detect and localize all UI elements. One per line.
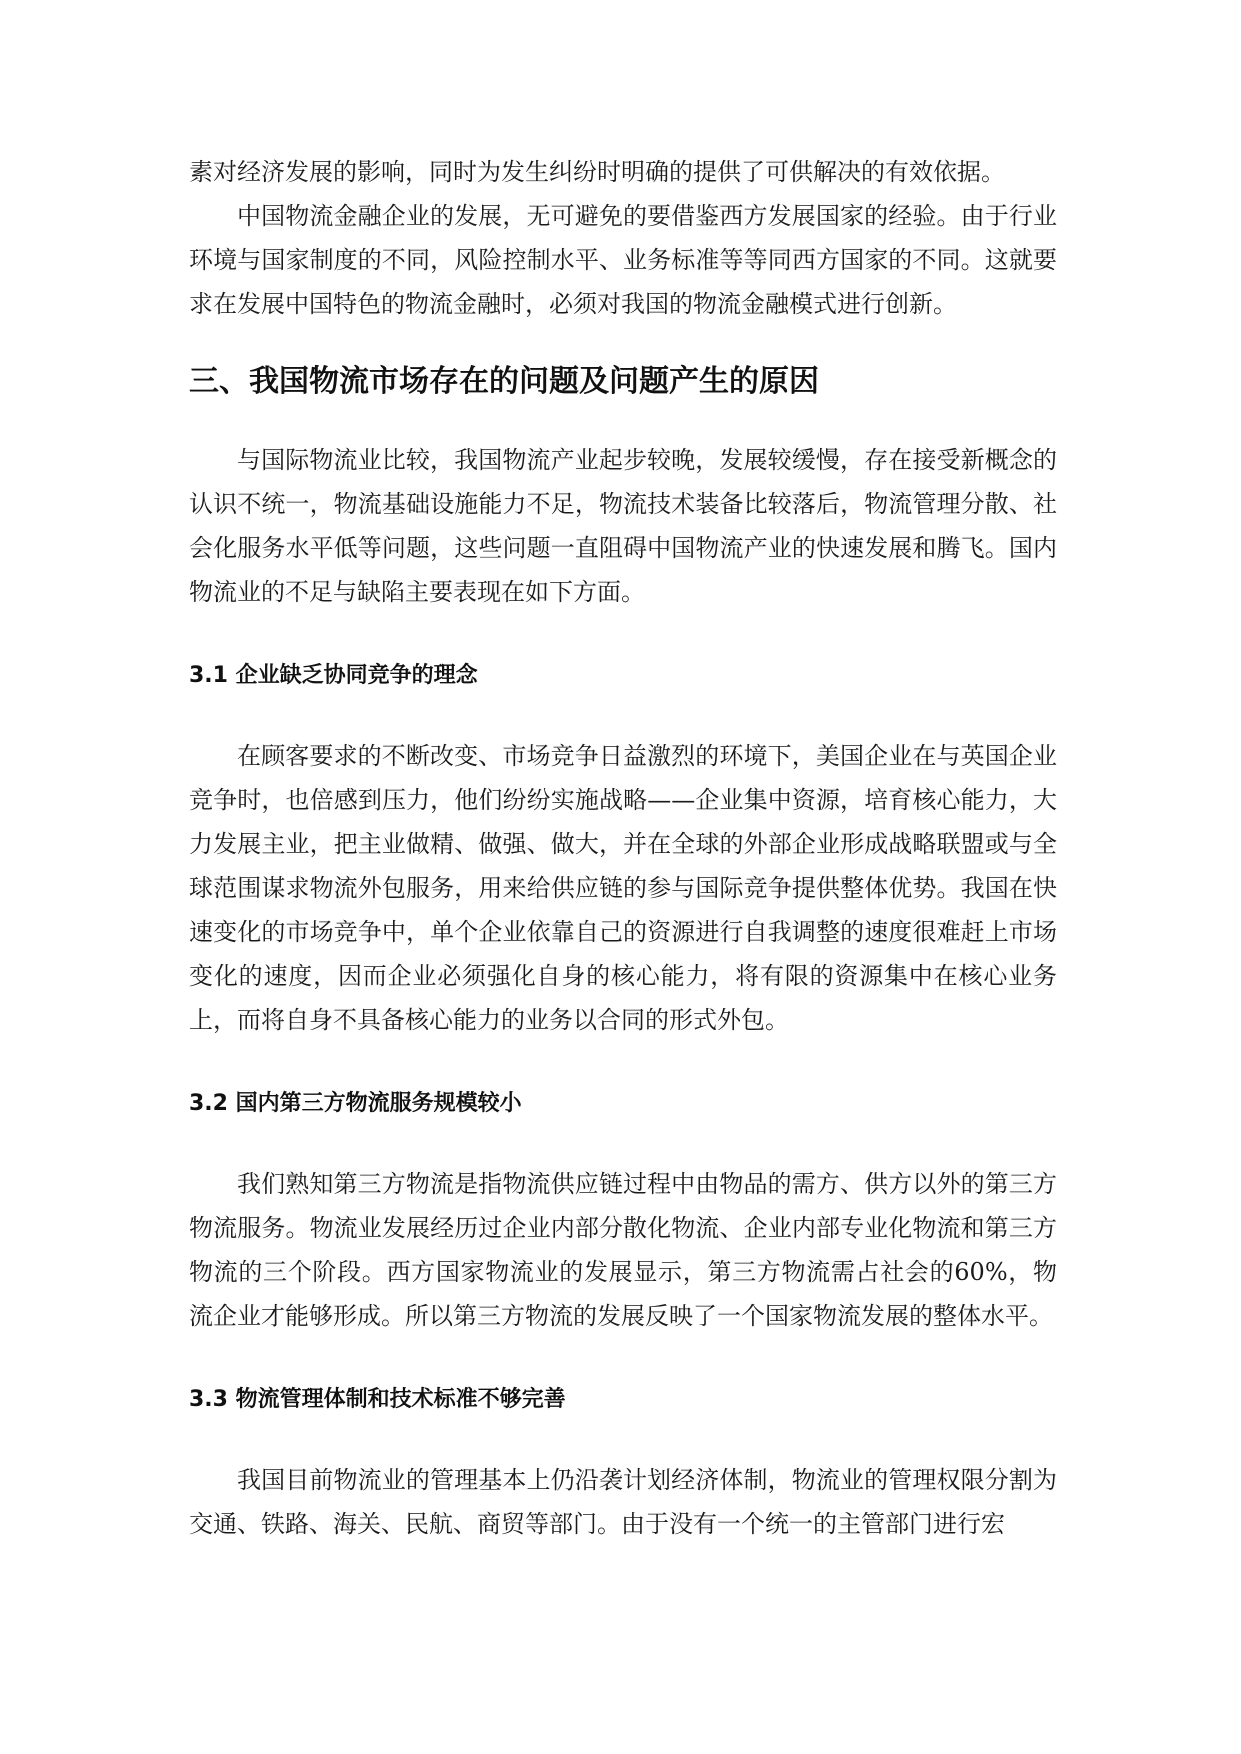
section-3-intro-paragraph: 与国际物流业比较，我国物流产业起步较晚，发展较缓慢，存在接受新概念的认识不统一，物流基础设施能力不足，物流技术装备比较落后，物流管理分散、社会化服务水平低等问题，这些问题一直阻碍中国物流产业的快速发展和腾飞。国内物流业的不足与缺陷主要表现在如下方面。 [189,446,1057,606]
intro-paragraph-continuation: 素对经济发展的影响，同时为发生纠纷时明确的提供了可供解决的有效依据。 [189,158,1005,186]
subsection-3-2-heading: 3.2 国内第三方物流服务规模较小 [189,1091,522,1116]
spacer [189,326,1057,360]
spacer [189,1338,1057,1380]
spacer [189,1042,1057,1084]
subsection-3-2-paragraph: 我们熟知第三方物流是指物流供应链过程中由物品的需方、供方以外的第三方物流服务。物流业发展经历过企业内部分散化物流、企业内部专业化物流和第三方物流的三个阶段。西方国家物流业的发展显示，第三方物流需占社会的60%，物流企业才能够形成。所以第三方物流的发展反映了一个国家物流发展的整体水平。 [189,1170,1057,1330]
subsection-3-1-heading: 3.1 企业缺乏协同竞争的理念 [189,663,478,688]
spacer [189,614,1057,656]
subsection-3-3-heading: 3.3 物流管理体制和技术标准不够完善 [189,1387,566,1412]
spacer [189,1420,1057,1458]
page-content [189,150,1057,1546]
intro-paragraph-logistics-finance: 中国物流金融企业的发展，无可避免的要借鉴西方发展国家的经验。由于行业环境与国家制度的不同，风险控制水平、业务标准等等同西方国家的不同。这就要求在发展中国特色的物流金融时，必须对我国的物流金融模式进行创新。 [189,202,1057,318]
subsection-3-3-paragraph: 我国目前物流业的管理基本上仍沿袭计划经济体制，物流业的管理权限分割为交通、铁路、海关、民航、商贸等部门。由于没有一个统一的主管部门进行宏 [189,1466,1057,1538]
spacer [189,696,1057,734]
spacer [189,1124,1057,1162]
spacer [189,404,1057,438]
section-3-heading: 三、我国物流市场存在的问题及问题产生的原因 [189,364,819,399]
subsection-3-1-paragraph: 在顾客要求的不断改变、市场竞争日益激烈的环境下，美国企业在与英国企业竞争时，也倍感到压力，他们纷纷实施战略——企业集中资源，培育核心能力，大力发展主业，把主业做精、做强、做大，并在全球的外部企业形成战略联盟或与全球范围谋求物流外包服务，用来给供应链的参与国际竞争提供整体优势。我国在快速变化的市场竞争中，单个企业依靠自己的资源进行自我调整的速度很难赶上市场变化的速度，因而企业必须强化自身的核心能力，将有限的资源集中在核心业务上，而将自身不具备核心能力的业务以合同的形式外包。 [189,742,1057,1034]
